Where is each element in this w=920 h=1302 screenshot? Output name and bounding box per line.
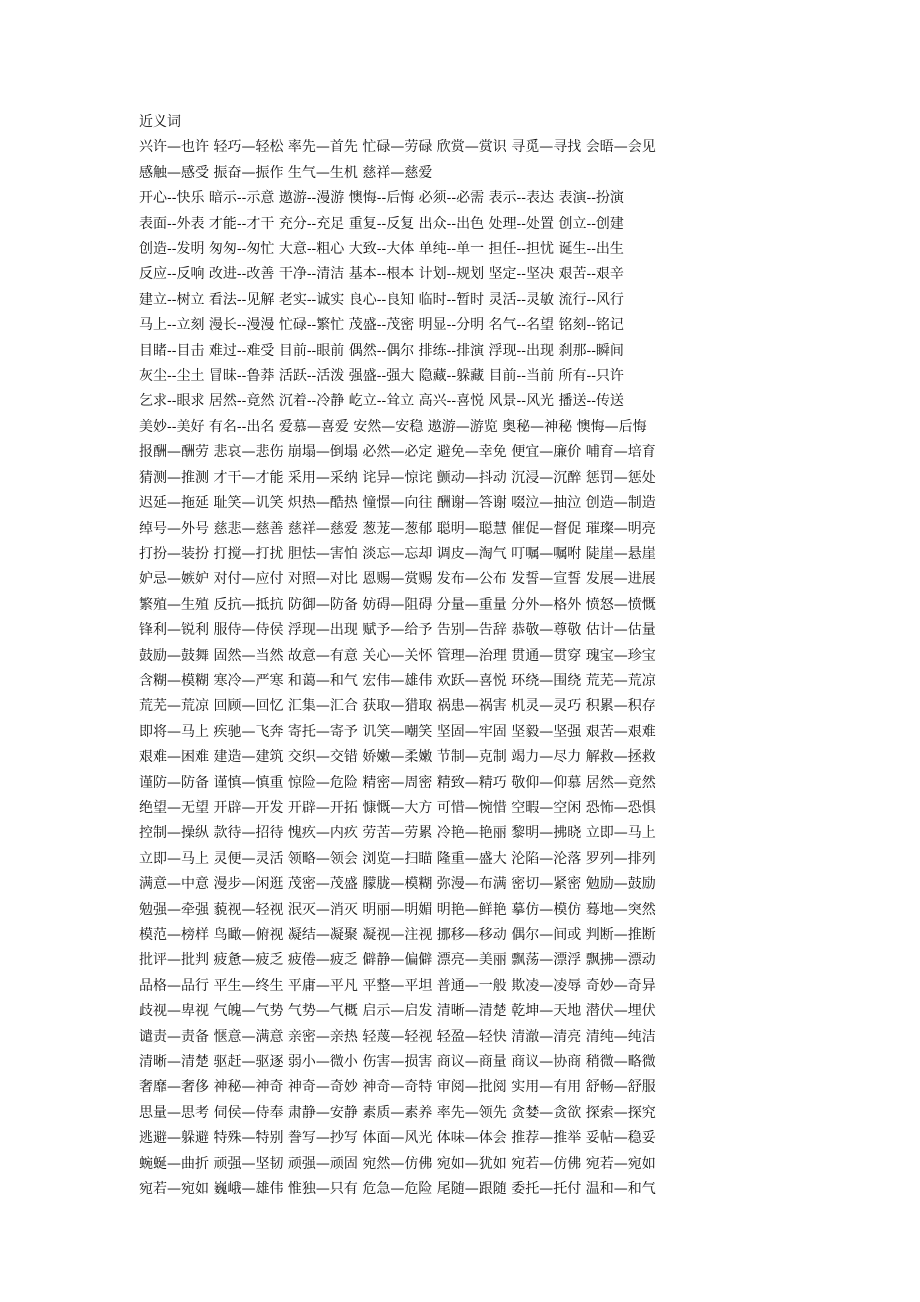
word-pair-line: 清晰—清楚 驱赶—驱逐 弱小—微小 伤害—损害 商议—商量 商议—协商 稍微—略微 [139,1054,656,1071]
word-pair-line: 立即—马上 灵便—灵活 领略—领会 浏览—扫瞄 隆重—盛大 沦陷—沦落 罗列—排列 [139,850,656,867]
word-pair-line: 反应--反响 改进--改善 干净--清洁 基本--根本 计划--规划 坚定--坚决 艰苦--艰辛 [139,266,624,283]
word-pair-line: 表面--外表 才能--才干 充分--充足 重复--反复 出众--出色 处理--处置 创立--创建 [139,215,624,232]
word-pair-line: 即将—马上 疾驰—飞奔 寄托—寄予 讥笑—嘲笑 坚固—牢固 坚毅—坚强 艰苦—艰难 [139,723,656,740]
word-pair-line: 感触—感受 振奋—振作 生气—生机 慈祥—慈爱 [139,164,433,181]
word-pair-line: 迟延—拖延 耻笑—讥笑 炽热—酷热 憧憬—向往 酬谢—答谢 啜泣—抽泣 创造—制造 [139,495,656,512]
word-pair-line: 报酬—酬劳 悲哀—悲伤 崩塌—倒塌 必然—必定 避免—幸免 便宜—廉价 哺育—培育 [139,444,656,461]
document-title: 近义词 [139,114,181,130]
word-pair-line: 创造--发明 匆匆--匆忙 大意--粗心 大致--大体 单纯--单一 担任--担忧 诞生--出生 [139,241,624,258]
document-body [139,110,799,1202]
word-pair-line: 美妙--美好 有名--出名 爱慕—喜爱 安然—安稳 遨游—游览 奥秘—神秘 懊悔—后悔 [139,418,647,435]
word-pair-line: 锋利—锐利 服侍—侍侯 浮现—出现 赋予—给予 告别—告辞 恭敬—尊敬 估计—估量 [139,622,656,639]
word-pair-line: 批评—批判 疲惫—疲乏 疲倦—疲乏 僻静—偏僻 漂亮—美丽 飘荡—漂浮 飘拂—漂动 [139,952,656,969]
word-pair-line: 模范—榜样 鸟瞰—俯视 凝结—凝聚 凝视—注视 挪移—移动 偶尔—间或 判断—推断 [139,927,656,943]
word-pair-line: 繁殖—生殖 反抗—抵抗 防御—防备 妨碍—阻碍 分量—重量 分外—格外 愤怒—愤慨 [139,596,656,613]
word-pair-line: 勉强—牵强 藐视—轻视 泯灭—消灭 明丽—明媚 明艳—鲜艳 摹仿—模仿 蓦地—突然 [139,901,656,918]
word-pair-line: 歧视—卑视 气魄—气势 气势—气概 启示—启发 清晰—清楚 乾坤—天地 潜伏—埋伏 [139,1003,656,1020]
word-pair-line: 开心--快乐 暗示--示意 遨游--漫游 懊悔--后悔 必须--必需 表示--表达 表演--扮演 [139,190,624,207]
word-pair-line: 宛若—宛如 巍峨—雄伟 惟独—只有 危急—危险 尾随—跟随 委托—托付 温和—和气 [139,1181,656,1198]
word-pair-line: 谴责—责备 惬意—满意 亲密—亲热 轻蔑—轻视 轻盈—轻快 清澈—清亮 清纯—纯洁 [139,1028,656,1045]
word-pair-line: 思量—思考 伺侯—侍奉 肃静—安静 素质—素养 率先—领先 贪婪—贪欲 探索—探究 [139,1104,656,1121]
word-pair-line: 荒芜—荒凉 回顾—回忆 汇集—汇合 获取—猎取 祸患—祸害 机灵—灵巧 积累—积存 [139,698,656,715]
word-pair-line: 灰尘--尘土 冒昧--鲁莽 活跃--活泼 强盛--强大 隐藏--躲藏 目前--当前 所有--只许 [139,368,624,385]
word-pair-line: 蜿蜒—曲折 顽强—坚韧 顽强—顽固 宛然—仿佛 宛如—犹如 宛若—仿佛 宛若—宛如 [139,1155,656,1172]
word-pair-line: 逃避—躲避 特殊—特别 誊写—抄写 体面—风光 体味—体会 推荐—推举 妥帖—稳妥 [139,1130,656,1147]
word-pair-list [139,135,799,1202]
word-pair-line: 建立--树立 看法--见解 老实--诚实 良心--良知 临时--暂时 灵活--灵敏 流行--风行 [139,291,624,308]
word-pair-line: 满意—中意 漫步—闲逛 茂密—茂盛 朦胧—模糊 弥漫—布满 密切—紧密 勉励—鼓励 [139,876,656,893]
word-pair-line: 鼓励—鼓舞 固然—当然 故意—有意 关心—关怀 管理—治理 贯通—贯穿 瑰宝—珍宝 [139,647,656,664]
word-pair-line: 艰难—困难 建造—建筑 交织—交错 娇嫩—柔嫩 节制—克制 竭力—尽力 解救—拯救 [139,749,656,766]
word-pair-line: 目睹--目击 难过--难受 目前--眼前 偶然--偶尔 排练--排演 浮现--出现 刹那--瞬间 [139,342,624,359]
word-pair-line: 绰号—外号 慈悲—慈善 慈祥—慈爱 葱茏—葱郁 聪明—聪慧 催促—督促 璀璨—明亮 [139,520,656,537]
word-pair-line: 谨防—防备 谨慎—慎重 惊险—危险 精密—周密 精致—精巧 敬仰—仰慕 居然—竟然 [139,774,656,791]
word-pair-line: 控制—操纵 款待—招待 愧疚—内疚 劳苦—劳累 冷艳—艳丽 黎明—拂晓 立即—马上 [139,825,656,842]
word-pair-line: 妒忌—嫉妒 对付—应付 对照—对比 恩赐—赏赐 发布—公布 发誓—宣誓 发展—进展 [139,571,656,588]
word-pair-line: 乞求--眼求 居然--竟然 沉着--冷静 屹立--耸立 高兴--喜悦 风景--风光 播送--传送 [139,393,624,410]
word-pair-line: 打扮—装扮 打搅—打扰 胆怯—害怕 淡忘—忘却 调皮—淘气 叮嘱—嘱咐 陡崖—悬崖 [139,545,656,562]
word-pair-line: 兴许—也许 轻巧—轻松 率先—首先 忙碌—劳碌 欣赏—赏识 寻觅—寻找 会晤—会见 [139,139,656,156]
word-pair-line: 猜测—推测 才干—才能 采用—采纳 诧异—惊诧 颤动—抖动 沉浸—沉醉 惩罚—惩处 [139,469,656,486]
word-pair-line: 含糊—模糊 寒冷—严寒 和蔼—和气 宏伟—雄伟 欢跃—喜悦 环绕—围绕 荒芜—荒凉 [139,672,656,689]
word-pair-line: 马上--立刻 漫长--漫漫 忙碌--繁忙 茂盛--茂密 明显--分明 名气--名望 铭刻--铭记 [139,317,624,334]
word-pair-line: 绝望—无望 开辟—开发 开辟—开拓 慷慨—大方 可惜—惋惜 空暇—空闲 恐怖—恐惧 [139,799,656,816]
word-pair-line: 奢靡—奢侈 神秘—神奇 神奇—奇妙 神奇—奇特 审阅—批阅 实用—有用 舒畅—舒服 [139,1079,656,1096]
word-pair-line: 品格—品行 平生—终生 平庸—平凡 平整—平坦 普通—一般 欺凌—凌辱 奇妙—奇异 [139,977,656,994]
